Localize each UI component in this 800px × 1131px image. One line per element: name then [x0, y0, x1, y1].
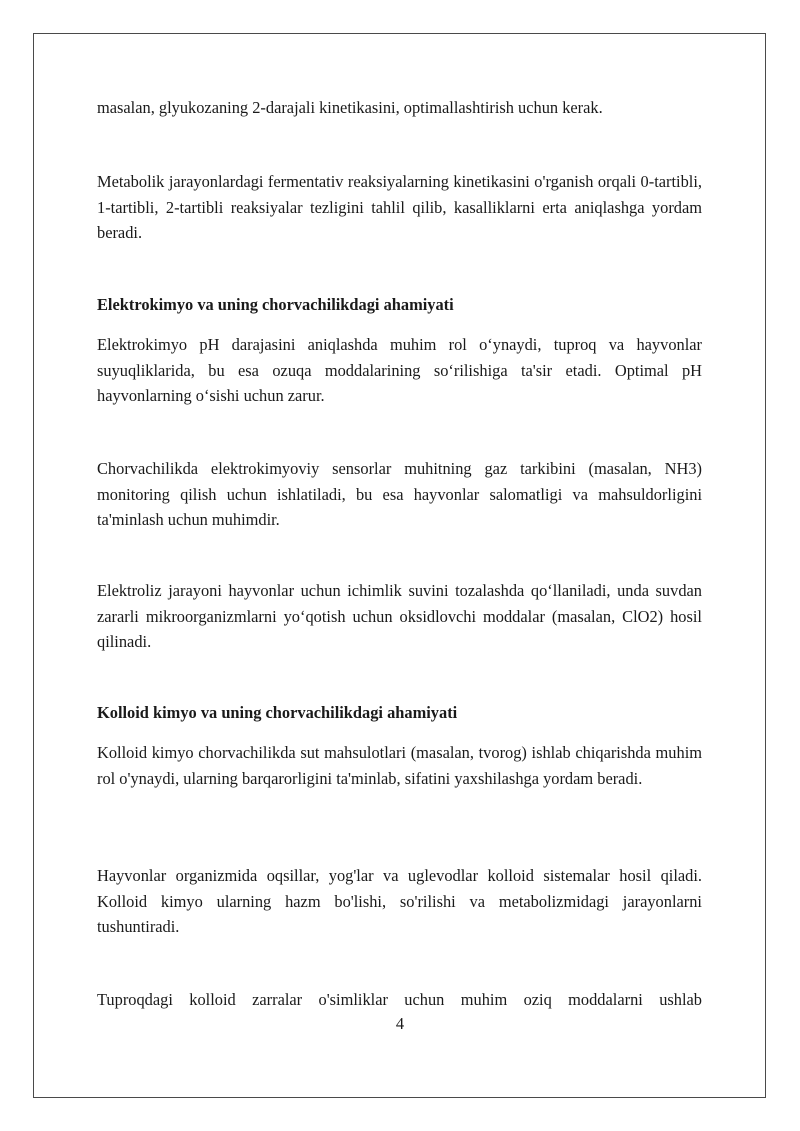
paragraph-electrochemistry-ph: Elektrokimyo pH darajasini aniqlashda muhim rol o‘ynaydi, tuproq va hayvonlar suyuqliklarida, bu esa ozuqa moddalarining so‘rilishiga ta'sir etadi. Optimal pH hayvonlarning o‘sishi uchun zarur.	[97, 335, 702, 405]
paragraph-colloid-dairy: Kolloid kimyo chorvachilikda sut mahsulotlari (masalan, tvorog) ishlab chiqarishda muhim rol o'ynaydi, ularning barqarorligini ta'minlab, sifatini yaxshilashga yordam beradi.	[97, 743, 702, 788]
page-number: 4	[395, 1014, 405, 1033]
heading-electrochemistry: Elektrokimyo va uning chorvachilikdagi ahamiyati	[97, 295, 454, 314]
paragraph-soil-colloids: Tuproqdagi kolloid zarralar o'simliklar uchun muhim oziq moddalarni ushlab	[97, 990, 702, 1009]
paragraph-colloid-systems: Hayvonlar organizmida oqsillar, yog'lar va uglevodlar kolloid sistemalar hosil qiladi. Kolloid kimyo ularning hazm bo'lishi, so'rilishi va metabolizmidagi jarayonlarni tushuntiradi.	[97, 866, 702, 936]
paragraph-electrochemical-sensors: Chorvachilikda elektrokimyoviy sensorlar muhitning gaz tarkibini (masalan, NH3) monitoring qilish uchun ishlatiladi, bu esa hayvonlar salomatligi va mahsuldorligini ta'minlash uchun muhimdir.	[97, 459, 702, 529]
paragraph-electrolysis: Elektroliz jarayoni hayvonlar uchun ichimlik suvini tozalashda qo‘llaniladi, unda suvdan zararli mikroorganizmlarni yo‘qotish uchun oksidlovchi moddalar (masalan, ClO2) hosil qilinadi.	[97, 581, 702, 651]
paragraph-intro: masalan, glyukozaning 2-darajali kinetikasini, optimallashtirish uchun kerak.	[97, 98, 603, 117]
paragraph-metabolic-kinetics: Metabolik jarayonlardagi fermentativ reaksiyalarning kinetikasini o'rganish orqali 0-tartibli, 1-tartibli, 2-tartibli reaksiyalar tezligini tahlil qilib, kasalliklarni erta aniqlashga yordam beradi.	[97, 172, 702, 242]
heading-colloid-chemistry: Kolloid kimyo va uning chorvachilikdagi ahamiyati	[97, 703, 458, 722]
